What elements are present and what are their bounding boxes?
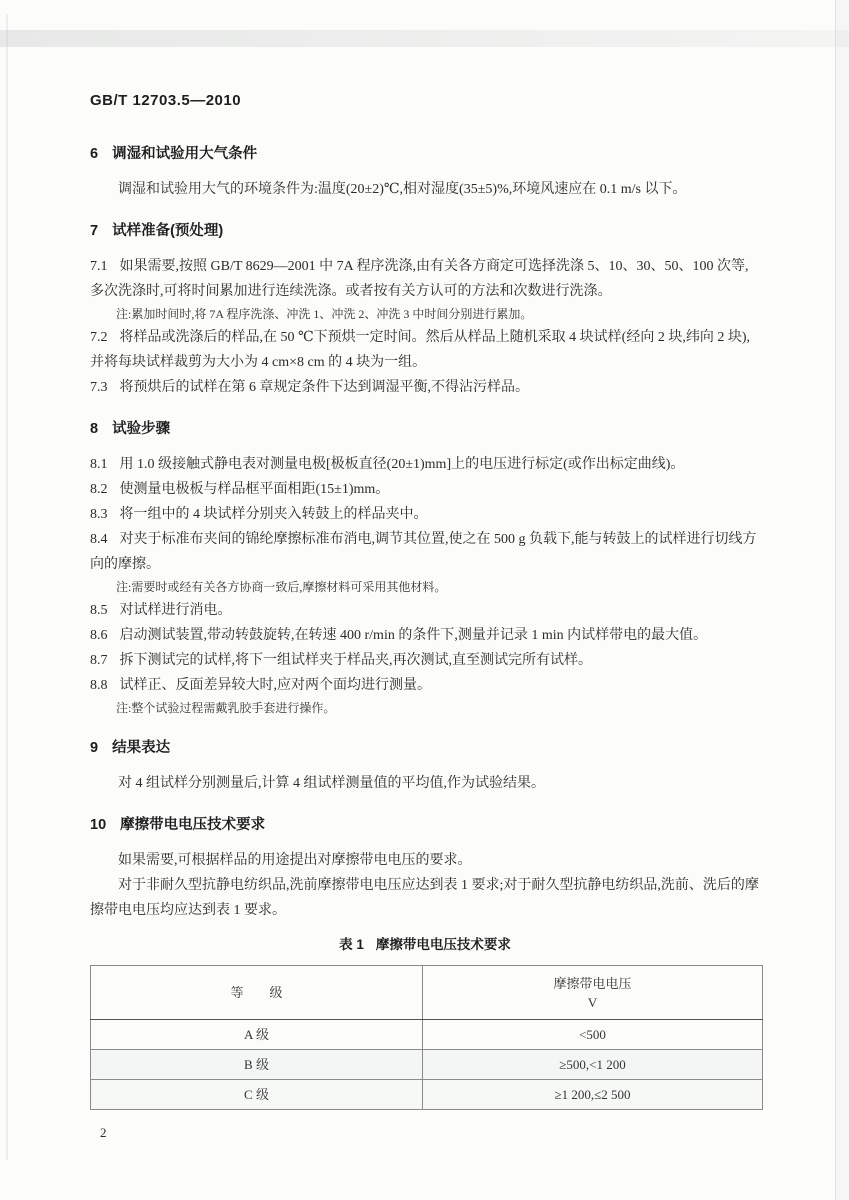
clause-8-6-text: 启动测试装置,带动转鼓旋转,在转速 400 r/min 的条件下,测量并记录 1 min 内试样带电的最大值。	[119, 628, 708, 643]
clause-7-2-text: 将样品或洗涤后的样品,在 50 ℃下预烘一定时间。然后从样品上随机采取 4 块试样(经向 2 块,纬向 2 块),并将每块试样裁剪为大小为 4 cm×8 cm 的 4 块为一组。	[90, 330, 750, 370]
note-8-4: 注:需要时或经有关各方协商一致后,摩擦材料可采用其他材料。	[116, 580, 447, 594]
section-9-paragraph: 对 4 组试样分别测量后,计算 4 组试样测量值的平均值,作为试验结果。	[118, 776, 545, 791]
clause-8-3	[90, 502, 760, 527]
voltage-cell: ≥500,<1 200	[423, 1050, 763, 1080]
table-1-title-number: 表 1	[339, 937, 364, 952]
section-7-number: 7	[90, 223, 99, 239]
section-10-heading	[90, 814, 760, 836]
table-header-voltage	[423, 966, 763, 1020]
clause-8-1-text: 用 1.0 级接触式静电表对测量电极[极板直径(20±1)mm]上的电压进行标定(或作出标定曲线)。	[119, 457, 685, 472]
table-1-title-text: 摩擦带电电压技术要求	[375, 937, 511, 952]
voltage-cell: ≥1 200,≤2 500	[423, 1080, 763, 1110]
section-10-number: 10	[90, 817, 107, 833]
section-8-heading	[90, 418, 760, 440]
table-1	[90, 965, 760, 1110]
clause-8-7	[90, 648, 760, 673]
clause-8-5-number: 8.5	[90, 603, 108, 618]
clause-8-8	[90, 673, 760, 698]
section-8-title: 试验步骤	[112, 421, 171, 437]
page-number: 2	[100, 1125, 107, 1140]
clause-7-3-number: 7.3	[90, 380, 108, 395]
grade-cell: A 级	[91, 1020, 423, 1050]
note-8-8: 注:整个试验过程需戴乳胶手套进行操作。	[116, 701, 336, 715]
clause-7-1-text: 如果需要,按照 GB/T 8629—2001 中 7A 程序洗涤,由有关各方商定可选择洗涤 5、10、30、50、100 次等,多次洗涤时,可将时间累加进行连续洗涤。或者按有关方认可的方法和次数进行洗涤。	[90, 259, 749, 299]
section-10-title: 摩擦带电电压技术要求	[120, 817, 266, 833]
table-row	[91, 1080, 763, 1110]
clause-7-1-number: 7.1	[90, 259, 108, 274]
section-9-title: 结果表达	[112, 740, 171, 756]
section-8-number: 8	[90, 421, 99, 437]
clause-8-4	[90, 527, 760, 577]
table-header-grade: 等 级	[91, 966, 423, 1020]
clause-8-6-number: 8.6	[90, 628, 108, 643]
table-row	[91, 1020, 763, 1050]
note-7-1: 注:累加时间时,将 7A 程序洗涤、冲洗 1、冲洗 2、冲洗 3 中时间分别进行累加。	[116, 307, 533, 321]
table-row	[91, 1050, 763, 1080]
section-10-paragraph-2: 对于非耐久型抗静电纺织品,洗前摩擦带电电压应达到表 1 要求;对于耐久型抗静电纺织品,洗前、洗后的摩擦带电电压均应达到表 1 要求。	[90, 878, 759, 918]
section-10-paragraph-1: 如果需要,可根据样品的用途提出对摩擦带电电压的要求。	[118, 853, 472, 868]
clause-8-8-text: 试样正、反面差异较大时,应对两个面均进行测量。	[119, 678, 431, 693]
section-6-paragraph: 调湿和试验用大气的环境条件为:温度(20±2)℃,相对湿度(35±5)%,环境风速应在 0.1 m/s 以下。	[118, 182, 687, 197]
clause-8-3-number: 8.3	[90, 507, 108, 522]
section-6-title: 调湿和试验用大气条件	[112, 146, 258, 162]
table-header-row	[91, 966, 763, 1020]
clause-7-3	[90, 375, 760, 400]
grade-cell: C 级	[91, 1080, 423, 1110]
voltage-header-label: 摩擦带电电压	[553, 975, 632, 991]
clause-8-5-text: 对试样进行消电。	[119, 603, 232, 618]
clause-8-3-text: 将一组中的 4 块试样分别夹入转鼓上的样品夹中。	[119, 507, 428, 522]
clause-7-1	[90, 254, 760, 304]
section-9-number: 9	[90, 740, 99, 756]
section-6-number: 6	[90, 146, 99, 162]
clause-8-5	[90, 598, 760, 623]
doc-number: GB/T 12703.5—2010	[90, 92, 242, 109]
clause-8-1	[90, 452, 760, 477]
section-7-heading	[90, 220, 760, 242]
section-7-title: 试样准备(预处理)	[112, 223, 224, 239]
clause-8-7-number: 8.7	[90, 653, 108, 668]
voltage-header-unit: V	[587, 994, 598, 1010]
section-9-heading	[90, 737, 760, 759]
clause-8-4-number: 8.4	[90, 532, 108, 547]
clause-8-2	[90, 477, 760, 502]
clause-8-1-number: 8.1	[90, 457, 108, 472]
section-6-heading	[90, 143, 760, 165]
clause-8-8-number: 8.8	[90, 678, 108, 693]
clause-8-2-number: 8.2	[90, 482, 108, 497]
clause-7-2-number: 7.2	[90, 330, 108, 345]
grade-cell: B 级	[91, 1050, 423, 1080]
clause-8-6	[90, 623, 760, 648]
clause-7-2	[90, 325, 760, 375]
clause-8-2-text: 使测量电极板与样品框平面相距(15±1)mm。	[119, 482, 390, 497]
clause-8-7-text: 拆下测试完的试样,将下一组试样夹于样品夹,再次测试,直至测试完所有试样。	[119, 653, 592, 668]
clause-7-3-text: 将预烘后的试样在第 6 章规定条件下达到调湿平衡,不得沾污样品。	[119, 380, 529, 395]
table-1-title	[90, 935, 760, 955]
voltage-cell: <500	[423, 1020, 763, 1050]
clause-8-4-text: 对夹于标准布夹间的锦纶摩擦标准布消电,调节其位置,使之在 500 g 负载下,能与转鼓上的试样进行切线方向的摩擦。	[90, 532, 757, 572]
